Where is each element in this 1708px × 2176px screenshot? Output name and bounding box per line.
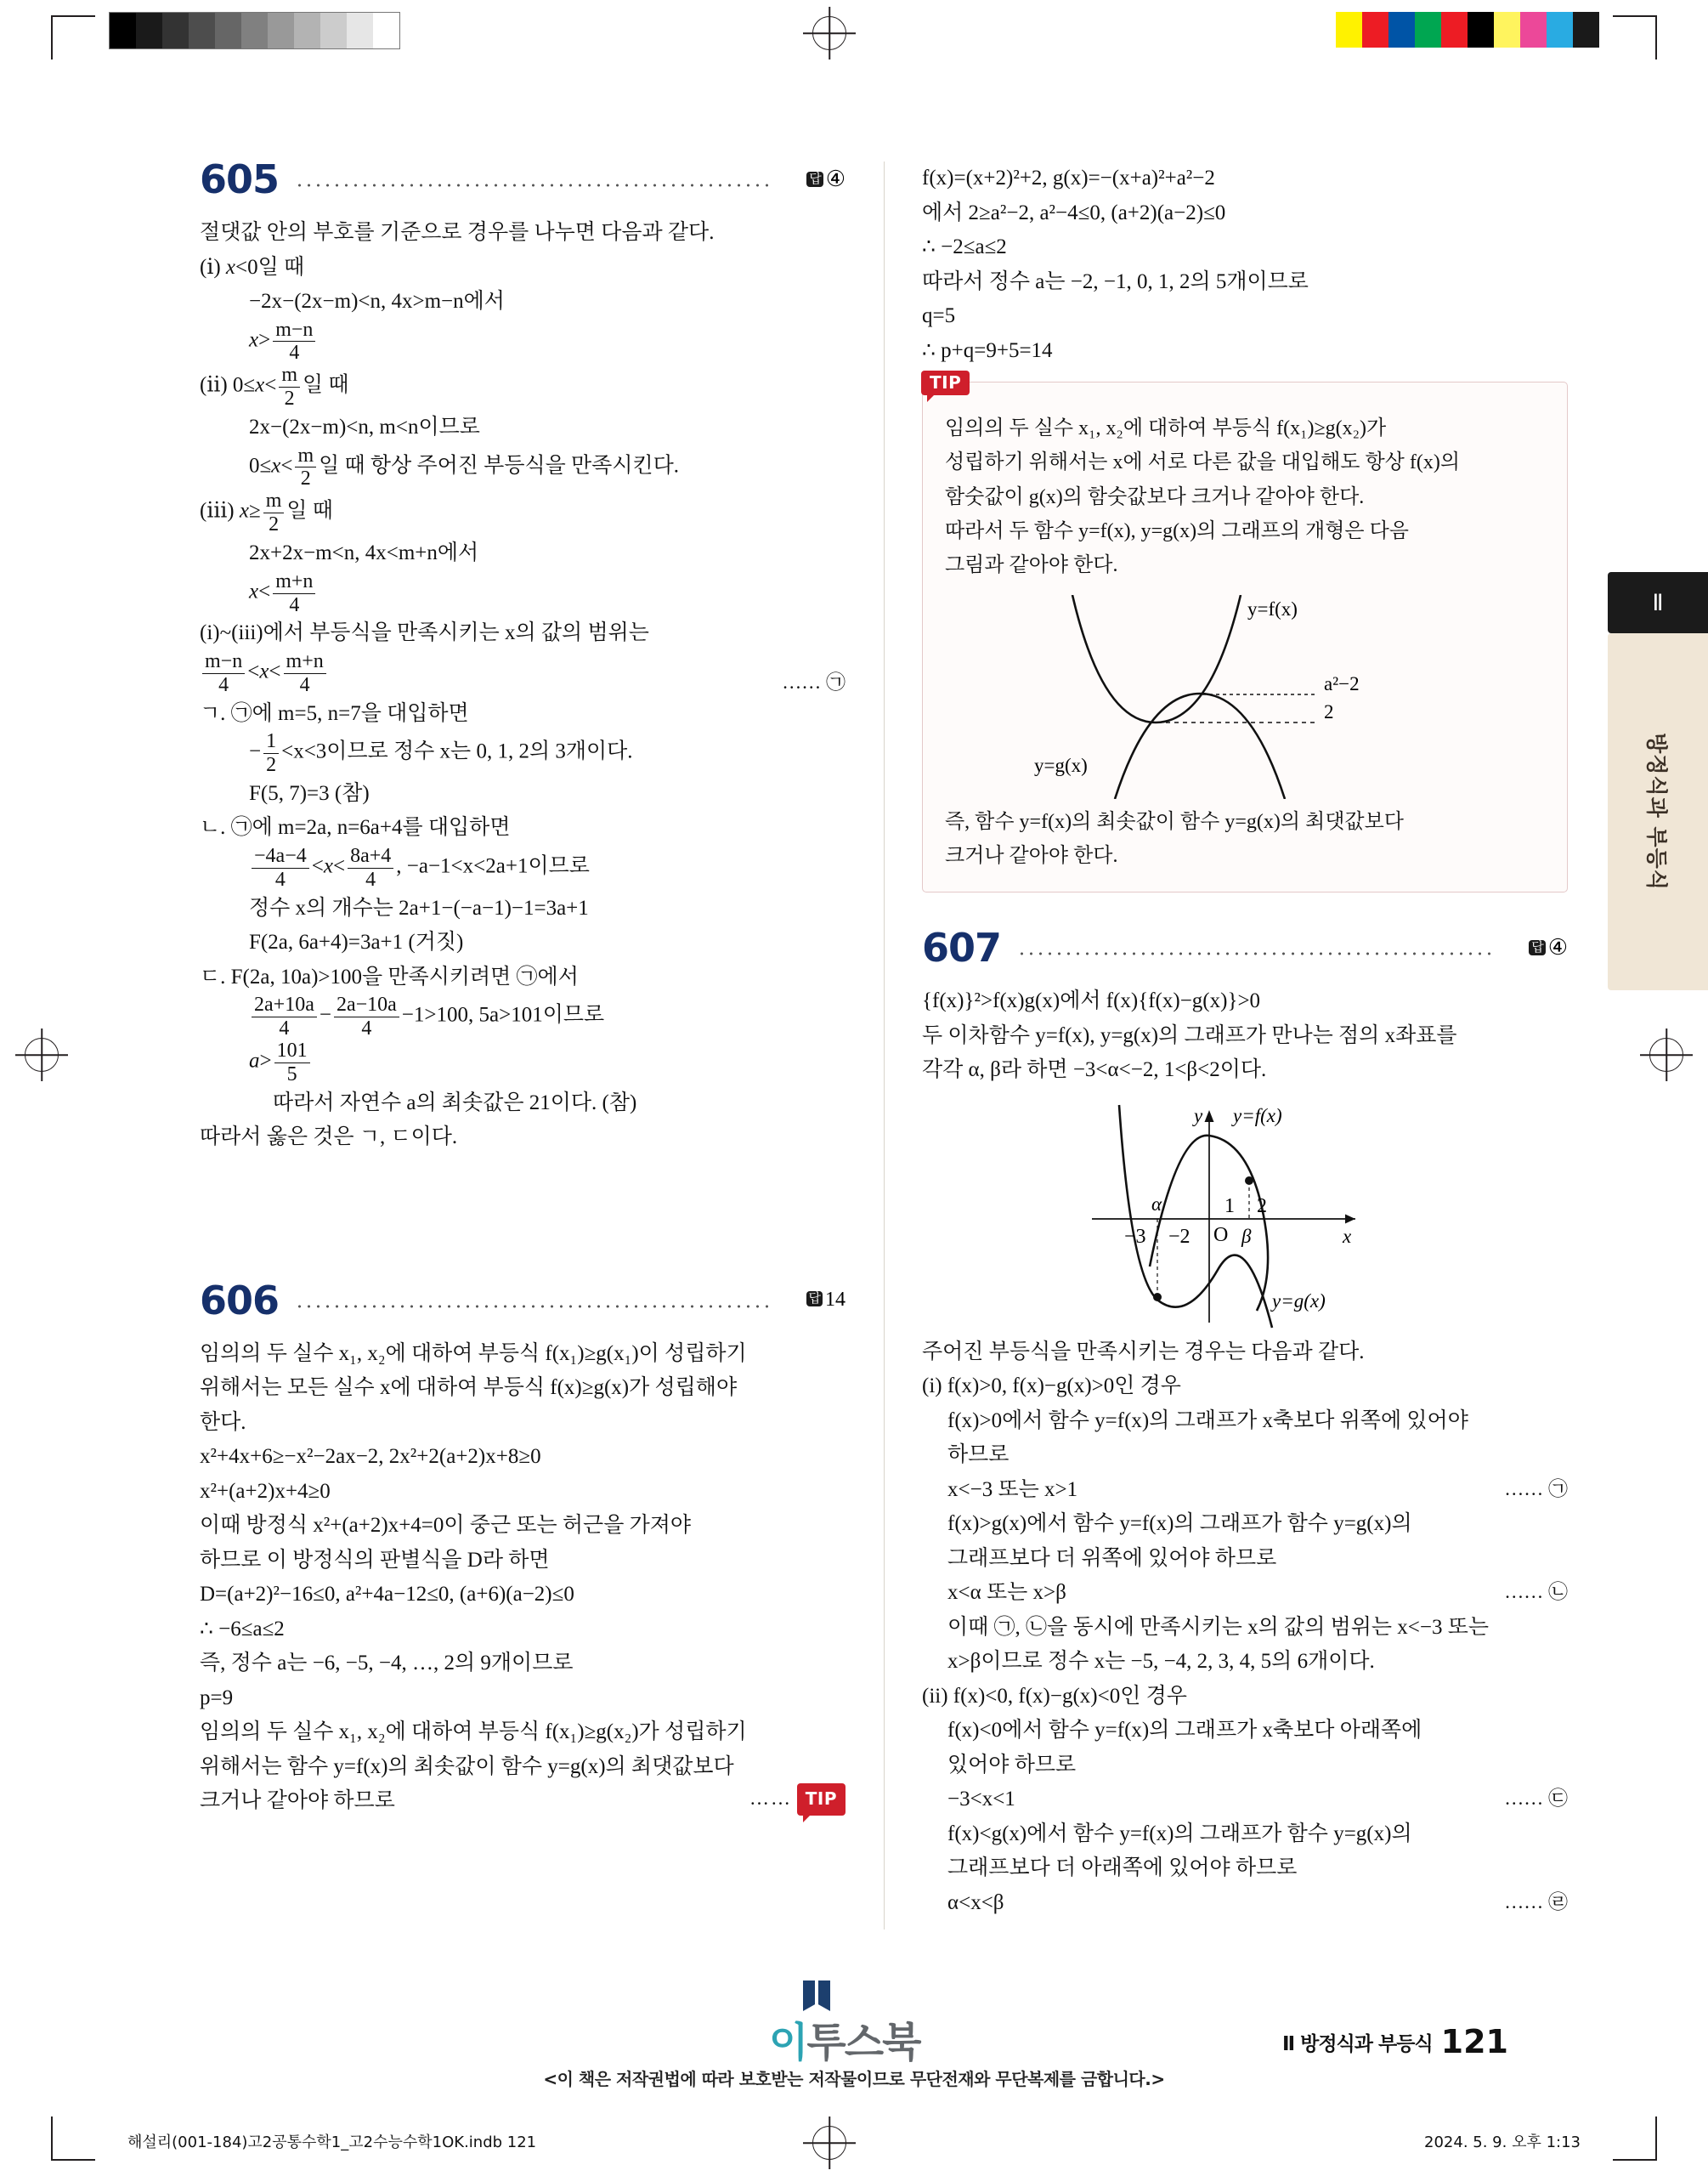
gray-swatch bbox=[241, 13, 268, 48]
fraction-numerator: −4a−4 bbox=[254, 844, 307, 867]
statement-n-line-1: $\frac{-4a-4}{4}$ <x< $\frac{8a+4}{4}$ , −a−1<x<2a+1이므로 bbox=[200, 846, 846, 892]
fraction-denominator: 2 bbox=[263, 753, 279, 777]
statement-d-line-1: $\frac{2a+10a}{4}$ − $\frac{2a-10a}{4}$ −1>100, 5a>101이므로 bbox=[200, 994, 846, 1040]
equation-tag: …… ㉣ bbox=[1504, 1890, 1568, 1912]
problem-header-607 bbox=[922, 925, 1568, 979]
right-column bbox=[922, 162, 1568, 1920]
solution-line: x²+4x+6≥−x²−2ax−2, 2x²+2(a+2)x+8≥0 bbox=[200, 1445, 541, 1469]
solution-line-tagged bbox=[922, 1576, 1568, 1611]
equation-tag: …… ㉠ bbox=[1504, 1477, 1568, 1499]
print-slug: 해설리(001-184)고2공통수학1_고2수능수학1OK.indb 121 bbox=[127, 2134, 537, 2151]
tip-chip: TIP bbox=[797, 1783, 846, 1815]
publisher-logo bbox=[769, 1980, 919, 2068]
solution-line: x>β이므로 정수 x는 −5, −4, 2, 3, 4, 5의 6개이다. bbox=[947, 1650, 1375, 1674]
tip-line: 성립하기 위해서는 x에 서로 다른 값을 대입해도 항상 f(x)의 bbox=[945, 451, 1461, 474]
registration-mark-bottom bbox=[803, 2116, 856, 2169]
gray-swatch bbox=[110, 13, 136, 48]
registration-mark-right bbox=[1640, 1028, 1693, 1081]
solution-line: D=(a+2)²−16≤0, a²+4a−12≤0, (a+6)(a−2)≤0 bbox=[200, 1583, 574, 1606]
print-timestamp: 2024. 5. 9. 오후 1:13 bbox=[1424, 2134, 1581, 2151]
solution-line: 한다. bbox=[200, 1410, 246, 1434]
fraction-denominator: 4 bbox=[348, 868, 393, 892]
crop-mark-bottom-right bbox=[1613, 2116, 1657, 2161]
case-head-suffix: 일 때 bbox=[303, 373, 349, 397]
tag-dots: …… bbox=[749, 1788, 792, 1810]
logo-first-char: 이 bbox=[769, 2019, 807, 2066]
solution-line: 2x−(2x−m)<n, m<n이므로 bbox=[249, 416, 480, 439]
problem-number: 606 bbox=[200, 1277, 280, 1323]
tick-label-1: 1 bbox=[1224, 1194, 1235, 1217]
fraction-numerator: 1 bbox=[266, 730, 277, 753]
curve-label-f: y=f(x) bbox=[1233, 1104, 1282, 1126]
answer-value: ④ bbox=[1547, 935, 1568, 960]
grayscale-calibration-bar bbox=[109, 12, 400, 49]
line-suffix: , −a−1<x<2a+1이므로 bbox=[396, 854, 590, 878]
solution-line: 이때 방정식 x²+(a+2)x+4=0이 중근 또는 허근을 가져야 bbox=[200, 1514, 692, 1538]
solution-line: 위해서는 함수 y=f(x)의 최솟값이 함수 y=g(x)의 최댓값보다 bbox=[200, 1754, 734, 1778]
solution-line: q=5 bbox=[922, 304, 956, 327]
gray-swatch bbox=[347, 13, 373, 48]
solution-line: 두 이차함수 y=f(x), y=g(x)의 그래프가 만나는 점의 x좌표를 bbox=[922, 1023, 1457, 1047]
page-number: 121 bbox=[1440, 2023, 1508, 2060]
case-head: (ii) f(x)<0, f(x)−g(x)<0인 경우 bbox=[922, 1684, 1187, 1708]
solution-line: 이때 ㉠, ㉡을 동시에 만족시키는 x의 값의 범위는 x<−3 또는 bbox=[947, 1615, 1490, 1639]
answer-badge: 답 bbox=[806, 172, 823, 187]
gray-swatch bbox=[162, 13, 189, 48]
solution-line: p=9 bbox=[200, 1686, 234, 1709]
case-head: (i) f(x)>0, f(x)−g(x)>0인 경우 bbox=[922, 1374, 1181, 1398]
tip-line: 즉, 함수 y=f(x)의 최솟값이 함수 y=g(x)의 최댓값보다 bbox=[945, 810, 1404, 833]
gray-swatch bbox=[215, 13, 241, 48]
equation-tag: …… ㉢ bbox=[1504, 1788, 1568, 1810]
equation-tag: …… ㉡ bbox=[1504, 1581, 1568, 1603]
solution-line: 따라서 정수 a는 −2, −1, 0, 1, 2의 5개이므로 bbox=[922, 269, 1309, 293]
statement-g-line-2: F(5, 7)=3 (참) bbox=[249, 781, 370, 805]
color-swatch bbox=[1388, 12, 1415, 48]
solution-line: f(x)>0에서 함수 y=f(x)의 그래프가 x축보다 위쪽에 있어야 bbox=[947, 1408, 1468, 1432]
solution-line: 임의의 두 실수 x₁, x₂에 대하여 부등식 f(x₁)≥g(x₁)이 성립하기 bbox=[200, 1341, 747, 1365]
leader-dots bbox=[295, 1305, 772, 1308]
tip-chip: TIP bbox=[921, 371, 970, 395]
fraction-numerator: m−n bbox=[275, 318, 314, 341]
fraction-denominator: 2 bbox=[295, 467, 316, 490]
fraction-denominator: 2 bbox=[263, 513, 285, 536]
solution-line-tagged bbox=[922, 1782, 1568, 1817]
x-axis-arrow bbox=[1345, 1214, 1355, 1223]
statement-n-head: ㄴ. ㉠에 m=2a, n=6a+4를 대입하면 bbox=[200, 816, 511, 840]
label-alpha: α bbox=[1151, 1193, 1162, 1215]
problem-number: 607 bbox=[922, 925, 1002, 972]
y-axis-arrow bbox=[1205, 1110, 1214, 1122]
line-text: x<α 또는 x>β bbox=[947, 1581, 1066, 1605]
problem-header-606 bbox=[200, 1277, 846, 1332]
tick-label-neg2: −2 bbox=[1168, 1225, 1191, 1248]
color-swatch bbox=[1362, 12, 1388, 48]
tip-line: 따라서 두 함수 y=f(x), y=g(x)의 그래프의 개형은 다음 bbox=[945, 519, 1409, 542]
solution-line: 즉, 정수 a는 −6, −5, −4, …, 2의 9개이므로 bbox=[200, 1652, 574, 1675]
solution-line: f(x)>g(x)에서 함수 y=f(x)의 그래프가 함수 y=g(x)의 bbox=[947, 1512, 1412, 1536]
y-axis-label: y bbox=[1194, 1104, 1203, 1126]
tip-line: 크거나 같아야 한다. bbox=[945, 844, 1118, 867]
fraction-denominator: 4 bbox=[284, 673, 326, 697]
fraction-numerator: 8a+4 bbox=[350, 844, 392, 867]
solution-line: x²+(a+2)x+4≥0 bbox=[200, 1479, 331, 1503]
fraction-numerator: m+n bbox=[275, 570, 314, 592]
chapter-side-tab[interactable] bbox=[1608, 590, 1708, 990]
leader-dots bbox=[295, 184, 772, 187]
statement-d-line-3: 따라서 자연수 a의 최솟값은 21이다. (참) bbox=[273, 1091, 637, 1114]
fraction-denominator: 4 bbox=[273, 341, 315, 365]
solution-conclusion: 따라서 옳은 것은 ㄱ, ㄷ이다. bbox=[200, 1125, 458, 1149]
curve-label-g: y=g(x) bbox=[1272, 1289, 1326, 1312]
tick-label-2: 2 bbox=[1257, 1194, 1267, 1217]
parabola-comparison-graph bbox=[945, 595, 1506, 799]
statement-d-line-2: a> $\frac{101}{5}$ bbox=[200, 1040, 846, 1086]
origin-label: O bbox=[1213, 1223, 1229, 1246]
leader-dots bbox=[1017, 952, 1495, 955]
fraction-numerator: m−n bbox=[205, 649, 243, 672]
problem-header-605 bbox=[200, 156, 846, 211]
answer-value: ④ bbox=[825, 167, 846, 191]
statement-d-head: ㄷ. F(2a, 10a)>100을 만족시키려면 ㉠에서 bbox=[200, 965, 579, 989]
fraction-denominator: 4 bbox=[273, 593, 315, 617]
answer-label bbox=[1529, 935, 1568, 960]
registration-mark-left bbox=[15, 1028, 68, 1081]
solution-line: 절댓값 안의 부호를 기준으로 경우를 나누면 다음과 같다. bbox=[200, 221, 715, 244]
solution-line: {f(x)}²>f(x)g(x)에서 f(x){f(x)−g(x)}>0 bbox=[922, 989, 1261, 1013]
line-text: 크거나 같아야 하므로 bbox=[200, 1789, 395, 1813]
problem-number: 605 bbox=[200, 156, 280, 202]
curve-label-f: y=f(x) bbox=[1247, 598, 1298, 620]
color-swatch bbox=[1415, 12, 1441, 48]
fraction-numerator: m bbox=[265, 490, 282, 513]
solution-line: 하므로 이 방정식의 판별식을 D라 하면 bbox=[200, 1548, 550, 1572]
color-swatch bbox=[1520, 12, 1547, 48]
solution-line-tagged bbox=[922, 1473, 1568, 1508]
solution-line: f(x)<0에서 함수 y=f(x)의 그래프가 x축보다 아래쪽에 bbox=[947, 1719, 1422, 1742]
label-beta: β bbox=[1241, 1225, 1252, 1247]
statement-n-line-3: F(2a, 6a+4)=3a+1 (거짓) bbox=[249, 931, 464, 955]
fraction-denominator: 4 bbox=[334, 1017, 399, 1040]
tip-box bbox=[922, 372, 1568, 892]
chapter-roman-badge: Ⅱ bbox=[1608, 572, 1708, 633]
tip-pointer bbox=[749, 1782, 846, 1815]
registration-mark-top bbox=[803, 7, 856, 60]
chapter-title-vertical: 방정식과 부등식 bbox=[1644, 733, 1669, 891]
solution-line: (i)~(iii)에서 부등식을 만족시키는 x의 값의 범위는 bbox=[200, 621, 649, 645]
solution-line: ∴ −6≤a≤2 bbox=[200, 1617, 285, 1640]
solution-line-range: $\frac{m-n}{4}$ <x< $\frac{m+n}{4}$ …… ㉠ bbox=[200, 651, 846, 697]
statement-g-line-1: − $\frac{1}{2}$ <x<3이므로 정수 x는 0, 1, 2의 3개이다. bbox=[249, 730, 633, 777]
left-column bbox=[200, 156, 846, 1819]
solution-line: 주어진 부등식을 만족시키는 경우는 다음과 같다. bbox=[922, 1340, 1365, 1363]
line-suffix: <x<3이므로 정수 x는 0, 1, 2의 3개이다. bbox=[281, 740, 633, 763]
book-mark-icon bbox=[769, 1980, 919, 2011]
gray-swatch bbox=[373, 13, 399, 48]
logo-rest: 투스북 bbox=[806, 2019, 920, 2066]
solution-line: ∴ p+q=9+5=14 bbox=[922, 338, 1053, 362]
column-divider bbox=[884, 162, 885, 1930]
solution-line: 있어야 하므로 bbox=[947, 1753, 1077, 1776]
curve-f bbox=[1072, 595, 1241, 722]
solution-line: 그래프보다 더 위쪽에 있어야 하므로 bbox=[947, 1546, 1277, 1570]
fraction-denominator: 4 bbox=[252, 868, 309, 892]
tip-line: 그림과 같아야 한다. bbox=[945, 554, 1118, 577]
solution-line: f(x)<g(x)에서 함수 y=f(x)의 그래프가 함수 y=g(x)의 bbox=[947, 1822, 1412, 1845]
gray-swatch bbox=[294, 13, 320, 48]
intersection-graph bbox=[1075, 1100, 1449, 1329]
case-head-suffix: 일 때 bbox=[286, 499, 333, 523]
tip-line: 임의의 두 실수 x₁, x₂에 대하여 부등식 f(x₁)≥g(x₂)가 bbox=[945, 417, 1387, 439]
color-swatch bbox=[1441, 12, 1468, 48]
solution-case-1-head: (ⅰ) x<0일 때 bbox=[200, 255, 305, 279]
color-swatch bbox=[1336, 12, 1362, 48]
statement-n-line-2: 정수 x의 개수는 2a+1−(−a−1)−1=3a+1 bbox=[249, 896, 589, 920]
fraction-denominator: 5 bbox=[274, 1062, 310, 1086]
fraction-denominator: 4 bbox=[202, 673, 245, 697]
gray-swatch bbox=[320, 13, 347, 48]
fraction-numerator: 2a+10a bbox=[254, 994, 314, 1017]
solution-line-fraction: x> $\frac{m-n}{4}$ bbox=[200, 320, 846, 366]
fraction-numerator: m bbox=[281, 364, 298, 387]
curve-label-g: y=g(x) bbox=[1034, 754, 1088, 776]
line-text: −3<x<1 bbox=[947, 1788, 1015, 1811]
curve-g bbox=[1115, 694, 1285, 799]
crop-mark-top-right bbox=[1613, 15, 1657, 60]
answer-label bbox=[806, 167, 846, 192]
crop-mark-top-left bbox=[51, 15, 95, 60]
color-calibration-bar bbox=[1336, 12, 1599, 48]
solution-line: 각각 α, β라 하면 −3<α<−2, 1<β<2이다. bbox=[922, 1058, 1267, 1082]
footer-section-title: Ⅱ 방정식과 부등식 bbox=[1281, 2033, 1433, 2055]
color-swatch bbox=[1494, 12, 1520, 48]
color-swatch bbox=[1468, 12, 1494, 48]
solution-line-with-tip bbox=[200, 1784, 846, 1819]
solution-line: 임의의 두 실수 x₁, x₂에 대하여 부등식 f(x₁)≥g(x₂)가 성립하기 bbox=[200, 1720, 747, 1744]
fraction-denominator: 2 bbox=[279, 387, 300, 411]
solution-line: −2x−(2x−m)<n, 4x>m−n에서 bbox=[249, 290, 505, 313]
crop-mark-bottom-left bbox=[51, 2116, 95, 2161]
answer-label bbox=[806, 1288, 846, 1312]
fraction-numerator: m+n bbox=[286, 649, 324, 672]
p607-graph bbox=[1075, 1100, 1568, 1334]
solution-line-tagged bbox=[922, 1886, 1568, 1921]
logo-wordmark bbox=[769, 2009, 919, 2068]
solution-line: ∴ −2≤a≤2 bbox=[922, 235, 1007, 258]
solution-line: 그래프보다 더 아래쪽에 있어야 하므로 bbox=[947, 1856, 1298, 1880]
tip-line: 함숫값이 g(x)의 함숫값보다 크거나 같아야 한다. bbox=[945, 485, 1365, 508]
equation-tag: …… ㉠ bbox=[782, 671, 846, 693]
statement-g-head: ㄱ. ㉠에 m=5, n=7을 대입하면 bbox=[200, 701, 469, 725]
fraction-denominator: 4 bbox=[252, 1017, 317, 1040]
value-label-top: 2 bbox=[1324, 700, 1334, 722]
line-suffix: −1>100, 5a>101이므로 bbox=[401, 1003, 605, 1027]
fraction-numerator: m bbox=[297, 444, 314, 467]
line-text: x<−3 또는 x>1 bbox=[947, 1477, 1078, 1501]
solution-line-fraction: 0≤x< $\frac{m}{2}$ 일 때 항상 주어진 부등식을 만족시킨다. bbox=[249, 444, 680, 490]
line-text: α<x<β bbox=[947, 1890, 1004, 1914]
line-suffix: 일 때 항상 주어진 부등식을 만족시킨다. bbox=[319, 453, 680, 477]
solution-case-3-head: (ⅲ) x≥ $\frac{m}{2}$ 일 때 bbox=[200, 490, 333, 536]
page-footer bbox=[1282, 2023, 1508, 2060]
answer-value: 14 bbox=[825, 1288, 846, 1311]
fraction-numerator: 2a−10a bbox=[336, 994, 397, 1017]
color-swatch bbox=[1547, 12, 1573, 48]
value-label-bottom: a²−2 bbox=[1324, 672, 1360, 694]
color-swatch bbox=[1573, 12, 1599, 48]
gray-swatch bbox=[136, 13, 162, 48]
x-axis-label: x bbox=[1343, 1225, 1352, 1247]
copyright-notice: <이 책은 저작권법에 따라 보호받는 저작물이므로 무단전재와 무단복제를 금합니다.> bbox=[543, 2069, 1165, 2089]
solution-line: f(x)=(x+2)²+2, g(x)=−(x+a)²+a²−2 bbox=[922, 167, 1215, 190]
solution-line: 하므로 bbox=[947, 1443, 1010, 1467]
solution-case-2-head: (ⅱ) 0≤x< $\frac{m}{2}$ 일 때 bbox=[200, 364, 349, 411]
answer-badge: 답 bbox=[1529, 940, 1546, 955]
solution-line-fraction: x< $\frac{m+n}{4}$ bbox=[200, 571, 846, 617]
solution-line: 에서 2≥a²−2, a²−4≤0, (a+2)(a−2)≤0 bbox=[922, 201, 1226, 224]
solution-line: 2x+2x−m<n, 4x<m+n에서 bbox=[249, 541, 479, 565]
gray-swatch bbox=[268, 13, 294, 48]
fraction-numerator: 101 bbox=[276, 1040, 308, 1062]
tick-label-neg3: −3 bbox=[1124, 1225, 1146, 1248]
tip-graph bbox=[945, 595, 1545, 803]
solution-line: 위해서는 모든 실수 x에 대하여 부등식 f(x)≥g(x)가 성립해야 bbox=[200, 1376, 738, 1400]
answer-badge: 답 bbox=[806, 1291, 823, 1306]
gray-swatch bbox=[189, 13, 215, 48]
